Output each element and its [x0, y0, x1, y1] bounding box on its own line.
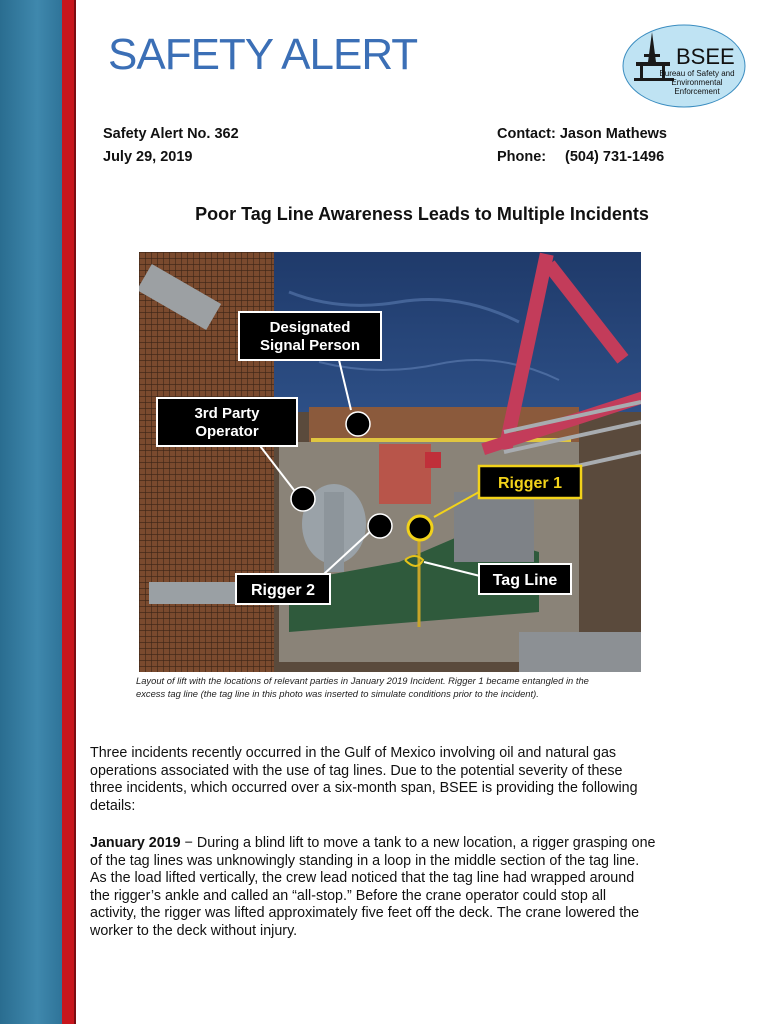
alert-heading: Poor Tag Line Awareness Leads to Multiple Incidents [195, 204, 649, 224]
paragraph-line: January 2019 − During a blind lift to move a tank to a new location, a rigger grasping one [90, 835, 656, 851]
svg-text:Operator: Operator [195, 423, 259, 440]
svg-text:Signal Person: Signal Person [259, 337, 361, 354]
intro-paragraph [90, 745, 702, 815]
paragraph-line: of the tag lines was unknowingly standing in a loop in the middle section of the tag line. [90, 852, 640, 869]
incident-photo-scene [139, 252, 641, 672]
logo-subtitle-3: Enforcement [674, 87, 720, 96]
phone-number: (504) 731-1496 [565, 149, 665, 165]
logo-name: BSEE [676, 44, 735, 69]
alert-date: July 29, 2019 [103, 149, 193, 165]
phone-label: Phone: [497, 149, 547, 165]
caption-line: Layout of lift with the locations of relevant parties in January 2019 Incident. Rigger 1 became entangled in the [136, 675, 589, 686]
paragraph-line: worker to the deck without injury. [90, 922, 298, 939]
operator-marker [291, 487, 315, 511]
label-operator [157, 398, 297, 446]
alert-number: Safety Alert No. 362 [103, 126, 239, 142]
sidebar-blue-band [0, 0, 62, 1024]
svg-text:3rd Party: 3rd Party [194, 405, 260, 422]
photo-caption [136, 674, 648, 700]
sidebar-red-band [62, 0, 74, 1024]
sidebar-dark-stripe [74, 0, 76, 1024]
svg-text:Rigger 2: Rigger 2 [250, 582, 316, 599]
label-signal-person [239, 312, 381, 360]
paragraph-line: As the load lifted vertically, the crew lead noticed that the tag line had wrapped around [90, 870, 635, 886]
logo-subtitle-1: Bureau of Safety and [659, 69, 735, 78]
caption-line: excess tag line (the tag line in this photo was inserted to simulate conditions prior to the incident). [136, 688, 539, 699]
paragraph-line: the rigger’s ankle and called an “all-stop.” Before the crane operator could stop all [90, 887, 607, 904]
paragraph-line: Three incidents recently occurred in the Gulf of Mexico involving oil and natural gas [90, 745, 617, 761]
incident-date-lead: January 2019 [90, 835, 181, 851]
page-title: SAFETY ALERT [108, 30, 418, 79]
svg-text:Designated: Designated [269, 319, 351, 336]
signal-person-marker [346, 412, 370, 436]
label-rigger1 [479, 466, 581, 498]
rigger1-marker [408, 516, 432, 540]
incident-photo [139, 252, 641, 672]
january-paragraph [90, 835, 702, 940]
rigger2-marker [368, 514, 392, 538]
bsee-logo [622, 24, 746, 108]
svg-text:Tag Line: Tag Line [492, 572, 558, 589]
paragraph-line: activity, the rigger was lifted approximately five feet off the deck. The crane lowered the [90, 905, 640, 921]
paragraph-line: details: [90, 797, 136, 814]
label-rigger2 [236, 574, 330, 604]
paragraph-line: operations associated with the use of tag lines. Due to the potential severity of these [90, 762, 623, 779]
logo-subtitle-2: Environmental [671, 78, 723, 87]
label-tag-line [479, 564, 571, 594]
svg-text:Rigger 1: Rigger 1 [497, 475, 563, 492]
paragraph-line: three incidents, which occurred over a six-month span, BSEE is providing the following [90, 780, 638, 796]
contact-name: Contact: Jason Mathews [497, 126, 667, 142]
